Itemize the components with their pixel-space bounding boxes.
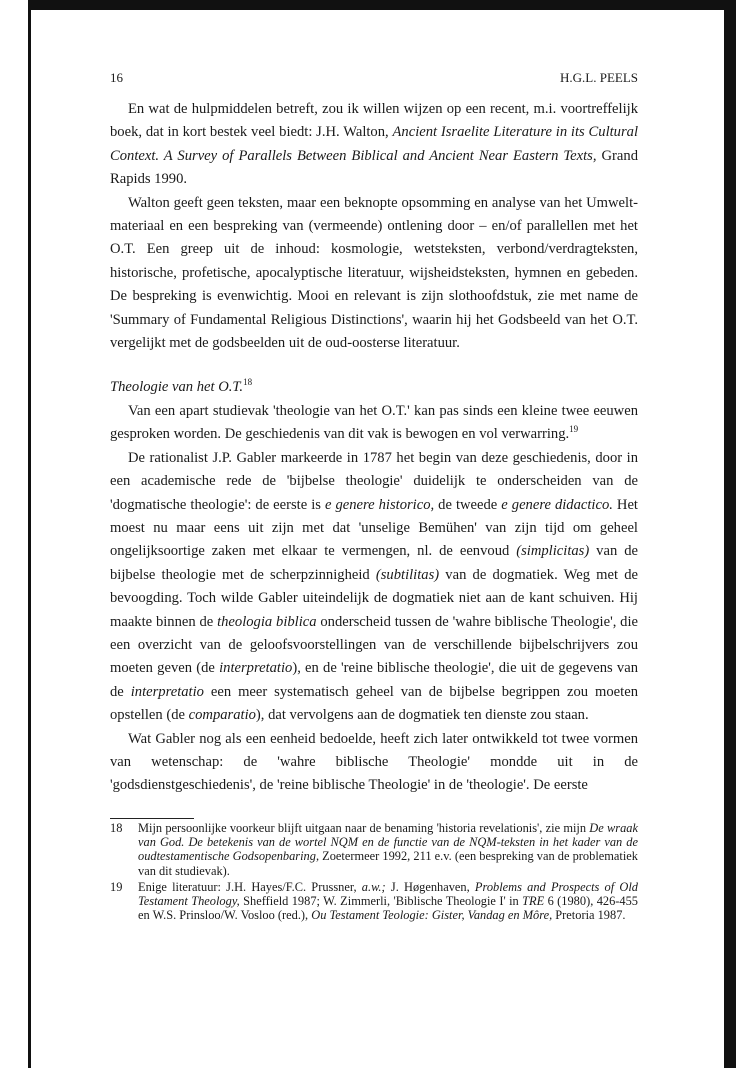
footnote-number: 19 <box>110 879 123 894</box>
running-author: H.G.L. PEELS <box>560 70 638 85</box>
body-text <box>110 98 638 798</box>
book-title-walton: Ancient Israelite Literature in its Cultural Context. A Survey of Parallels Between Biblical and Ancient Near Eastern Texts, <box>110 124 638 164</box>
paragraph-gabler: De rationalist J.P. Gabler markeerde in 1787 het begin van deze geschiedenis, door in een academische rede de 'bijbelse theologie' duidelijk te onderscheiden van de 'dogmatische theologie': de eerste is e genere historico, de tweede e genere didactico. Het moest nu maar eens uit zijn met dat 'unselige Bemühen' van zijn tijd om geheel ongelijksoortige zaken met elkaar te vermengen, nl. de eenvoud (simplicitas) van de bijbelse theologie met de scherpzinnigheid (subtilitas) van de dogmatiek. Weg met de bevoogding. Toch wilde Gabler uiteindelijk de dogmatiek niet aan de kant schuiven. Hij maakte binnen de theologia biblica onderscheid tussen de 'wahre biblische Theologie', die een overzicht van de geloofsvoorstellingen van de verschillende bijbelschrijvers zou moeten geven (de interpretatio), en de 'reine biblische theologie', die uit de gegevens van de interpretatio een meer systematisch geheel van de bijbelse begrippen zou moeten opstellen (de comparatio), dat vervolgens aan de dogmatiek ten dienste zou staan. <box>110 449 639 724</box>
paragraph-walton-review: Walton geeft geen teksten, maar een beknopte opsomming en analyse van het Umwelt-materiaal en een bespreking van (vermeende) ontlening door – en/of parallellen met het O.T. Een greep uit de inhoud: kosmologie, wetsteksten, verbond/verdragteksten, historische, profetische, apocalyptische literatuur, wijsheidsteksten, hymnen en gebeden. De bespreking is evenwichtig. Mooi en relevant is zijn slothoofdstuk, zie met name de 'Summary of Fundamental Religious Distinctions', waarin hij het Godsbeeld van het O.T. vergelijkt met de godsbeelden uit de oud-oosterse literatuur. <box>110 194 638 352</box>
book-page <box>110 70 639 923</box>
footnote-19: 19 Enige literatuur: J.H. Hayes/F.C. Prussner, a.w.; J. Høgenhaven, Problems and Prospects of Old Testament Theology, Sheffield 1987; W. Zimmerli, 'Biblische Theologie I' in TRE 6 (1980), 426-455 en W.S. Prinsloo/W. Vosloo (red.), Ou Testament Teologie: Gister, Vandag en Môre, Pretoria 1987. <box>110 879 638 923</box>
footnote-number: 18 <box>110 821 123 835</box>
scan-edge-top <box>28 0 728 10</box>
paragraph-gabler-legacy: Wat Gabler nog als een eenheid bedoelde, heeft zich later ontwikkeld tot twee vormen van wetenschap: de 'wahre biblische Theologie' mondde uit in de 'godsdienstgeschiedenis', de 'reine biblische Theologie' in de 'theologie'. De eerste <box>110 730 638 794</box>
paragraph-studievak: Van een apart studievak 'theologie van het O.T.' kan pas sinds een kleine twee eeuwen gesproken worden. De geschiedenis van dit vak is bewogen en vol verwarring.$^{19}$ <box>110 402 638 443</box>
running-header <box>110 70 638 90</box>
footnotes <box>110 818 638 924</box>
page-number: 16 <box>110 70 123 85</box>
footnote-ref-18: 18 <box>243 377 253 388</box>
paragraph-walton-intro: En wat de hulpmiddelen betreft, zou ik willen wijzen op een recent, m.i. voortreffelijk boek, dat in kort bestek veel biedt: J.H. Walton, Ancient Israelite Literature in its Cultural Context. A Survey of Parallels Between Biblical and Ancient Near Eastern Texts, Grand Rapids 1990. <box>110 101 638 188</box>
scan-edge-right <box>724 0 736 1068</box>
footnote-18: 18 Mijn persoonlijke voorkeur blijft uitgaan naar de benaming 'historia revelationis', zie mijn De wraak van God. De betekenis van de wortel NQM en de functie van de NQM-teksten in het kader van de oudtestamentische Godsopenbaring, Zoetermeer 1992, 211 e.v. (een bespreking van de problematiek van dit studievak). <box>110 821 638 878</box>
scan-edge-left <box>28 0 31 1068</box>
footnote-rule <box>110 818 194 819</box>
section-heading: Theologie van het O.T.$^{18}$ <box>110 377 253 396</box>
footnote-ref-19: 19 <box>569 424 579 435</box>
